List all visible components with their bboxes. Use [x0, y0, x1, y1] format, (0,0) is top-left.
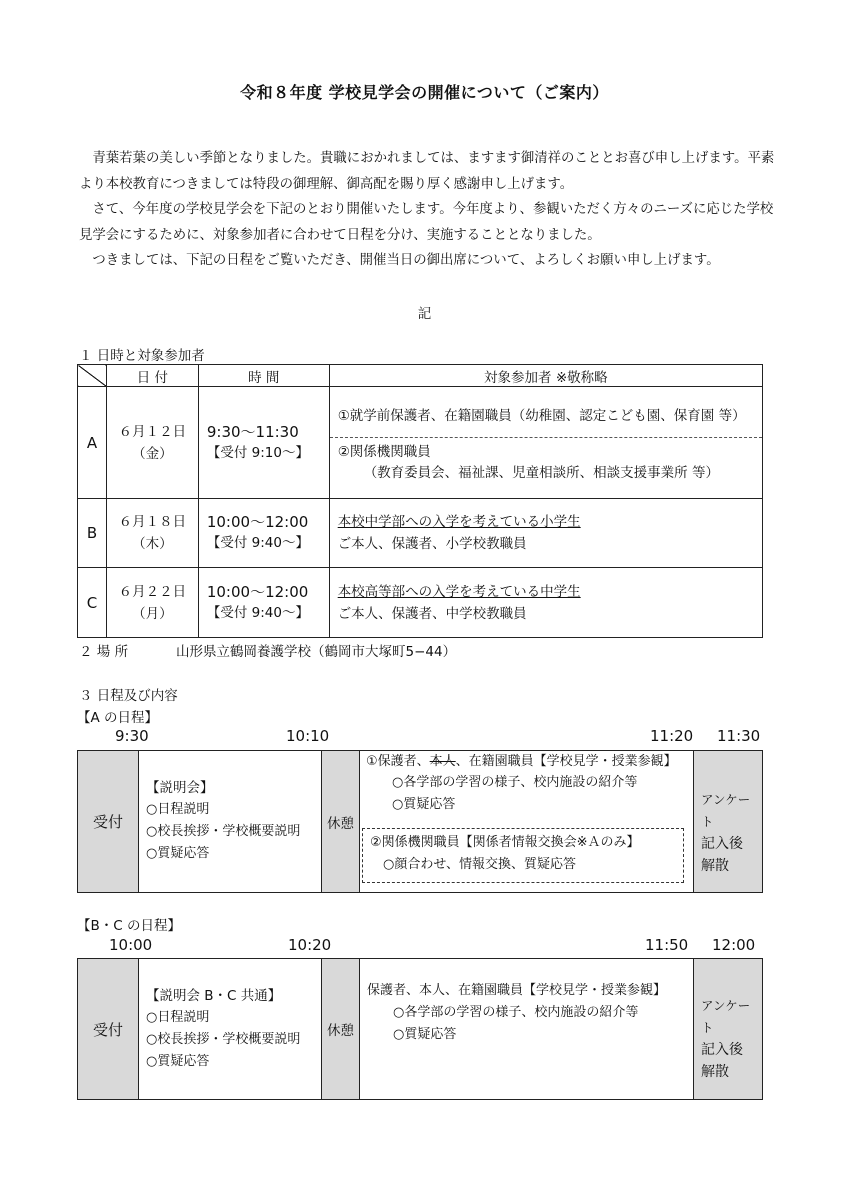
- section3-heading: ３ 日程及び内容: [79, 688, 178, 704]
- schedule-bc-time-4: 12:00: [712, 936, 756, 954]
- schedule-a-time-4: 11:30: [717, 727, 761, 745]
- end-line-2: 記入後: [701, 836, 743, 852]
- end-line-3: 解散: [701, 1064, 729, 1080]
- intro-paragraph-1: 青葉若葉の美しい季節となりました。貴職におかれましては、ますます御清祥のこととお喜び申し上げます。平素より本校教育につきましては特段の御理解、御高配を賜り厚く感謝申し上げます。: [79, 151, 775, 192]
- tour-title: 保護者、本人、在籍園職員【学校見学・授業参観】: [367, 983, 667, 998]
- session-item-1: ○日程説明: [146, 1010, 210, 1025]
- table-row: [78, 568, 763, 638]
- header-participants: 対象参加者 ※敬称略: [329, 365, 762, 387]
- place-value: 山形県立鶴岡養護学校（鶴岡市大塚町5−44）: [176, 644, 457, 660]
- schedule-bc-time-2: 10:20: [288, 936, 332, 954]
- exchange-box: [362, 828, 684, 883]
- tour-title-lead: ①保護者、: [366, 754, 430, 769]
- header-date: 日 付: [106, 365, 198, 387]
- schedule-a-time-2: 10:10: [286, 727, 330, 745]
- row-date: [106, 568, 198, 638]
- tour-item-2: ○質疑応答: [392, 797, 456, 812]
- participant-group-2-title: ②関係機関職員: [337, 444, 431, 460]
- participant-target: [338, 511, 762, 533]
- end-line-3: 解散: [701, 858, 729, 874]
- page-title: 令和８年度 学校見学会の開催について（ご案内）: [240, 83, 609, 102]
- session-item-3: ○質疑応答: [146, 846, 210, 861]
- participant-group-2-detail: （教育委員会、福祉課、児童相談所、相談支援事業所 等）: [363, 465, 719, 481]
- reception-value: 【受付 9:40～】: [206, 604, 309, 621]
- weekday-value: （月）: [132, 605, 173, 622]
- participant-group-1: ①就学前保護者、在籍園職員（幼稚園、認定こども園、保育園 等）: [330, 397, 762, 438]
- tour-title-strike: 本人: [429, 754, 456, 769]
- participant-group-2: [330, 438, 762, 488]
- end-line-1: アンケート: [701, 792, 751, 829]
- section1-heading: １ 日時と対象参加者: [79, 348, 205, 364]
- time-value: 10:00～12:00: [206, 582, 309, 601]
- session-item-1: ○日程説明: [146, 802, 210, 817]
- schedule-bc-break: 休憩: [322, 959, 360, 1099]
- schedule-table: [77, 364, 763, 638]
- row-time: [198, 387, 329, 499]
- exchange-title: ②関係機関職員【関係者情報交換会※Ａのみ】: [370, 835, 640, 850]
- date-value: ６月１２日: [118, 423, 187, 440]
- session-item-3: ○質疑応答: [146, 1054, 210, 1069]
- participant-target: [338, 581, 762, 603]
- schedule-bc-end: [694, 959, 762, 1099]
- table-corner-cell: [78, 365, 107, 387]
- session-item-2: ○校長挨拶・学校概要説明: [146, 824, 301, 839]
- schedule-a-time-3: 11:20: [650, 727, 694, 745]
- ki-heading: 記: [417, 306, 432, 322]
- schedule-bc-time-1: 10:00: [109, 936, 153, 954]
- participant-detail: ご本人、保護者、小学校教職員: [337, 536, 527, 552]
- row-date: [106, 387, 198, 499]
- end-line-2: 記入後: [701, 1042, 743, 1058]
- session-title: 【説明会】: [146, 780, 214, 796]
- schedule-a-end: [694, 751, 762, 892]
- schedule-bc-time-3: 11:50: [645, 936, 689, 954]
- row-time: [198, 568, 329, 638]
- session-item-2: ○校長挨拶・学校概要説明: [146, 1032, 301, 1047]
- schedule-bc-session: [139, 959, 322, 1099]
- tour-title-rest: 、在籍園職員【学校見学・授業参観】: [455, 754, 677, 769]
- weekday-value: （金）: [132, 445, 173, 462]
- weekday-value: （木）: [132, 536, 173, 552]
- end-line-1: アンケート: [701, 998, 751, 1035]
- schedule-a-box: [77, 750, 763, 893]
- tour-item-1: ○各学部の学習の様子、校内施設の紹介等: [392, 775, 638, 790]
- schedule-a-tour: [360, 751, 694, 892]
- schedule-a-title: 【A の日程】: [77, 710, 159, 726]
- schedule-a-break: 休憩: [322, 751, 360, 892]
- row-label: C: [78, 568, 107, 638]
- table-row: [78, 387, 763, 499]
- schedule-bc-box: [77, 958, 763, 1100]
- session-title: 【説明会 B・C 共通】: [146, 988, 282, 1004]
- schedule-bc-tour: [360, 959, 694, 1099]
- participant-target-text: 本校高等部への入学を考えている中学生: [337, 583, 581, 600]
- time-value: 10:00～12:00: [206, 513, 309, 531]
- intro-paragraph-3: つきましては、下記の日程をご覧いただき、開催当日の御出席について、よろしくお願い申し上げます。: [92, 253, 720, 268]
- row-participants: [329, 499, 762, 568]
- section2-heading: ２ 場 所: [79, 644, 129, 660]
- intro-paragraph-2: さて、今年度の学校見学会を下記のとおり開催いたします。今年度より、参観いただく方々のニーズに応じた学校見学会にするために、対象参加者に合わせて日程を分け、実施することとなりました。: [79, 202, 774, 243]
- schedule-bc-reception: 受付: [78, 959, 139, 1099]
- tour-title: [366, 751, 693, 772]
- reception-value: 【受付 9:40～】: [206, 535, 309, 551]
- tour-item-1: ○各学部の学習の様子、校内施設の紹介等: [393, 1005, 639, 1020]
- row-participants: [329, 568, 762, 638]
- reception-value: 【受付 9:10～】: [206, 444, 309, 461]
- time-value: 9:30～11:30: [206, 422, 299, 441]
- date-value: ６月１８日: [118, 514, 187, 530]
- schedule-bc-title: 【B・C の日程】: [77, 918, 181, 934]
- tour-item-2: ○質疑応答: [393, 1027, 457, 1042]
- row-time: [198, 499, 329, 568]
- participant-target-text: 本校中学部への入学を考えている小学生: [337, 514, 581, 530]
- table-header-row: [78, 365, 763, 387]
- row-participants: [329, 387, 762, 499]
- exchange-item: ○顔合わせ、情報交換、質疑応答: [383, 857, 576, 872]
- participant-detail: ご本人、保護者、中学校教職員: [337, 605, 527, 622]
- table-row: [78, 499, 763, 568]
- schedule-a-session: [139, 751, 322, 892]
- schedule-a-time-1: 9:30: [115, 727, 149, 745]
- date-value: ６月２２日: [118, 583, 187, 600]
- header-time: 時 間: [198, 365, 329, 387]
- intro-text: [79, 146, 779, 274]
- row-label: A: [78, 387, 107, 499]
- row-date: [106, 499, 198, 568]
- schedule-a-reception: 受付: [78, 751, 139, 892]
- row-label: B: [78, 499, 107, 568]
